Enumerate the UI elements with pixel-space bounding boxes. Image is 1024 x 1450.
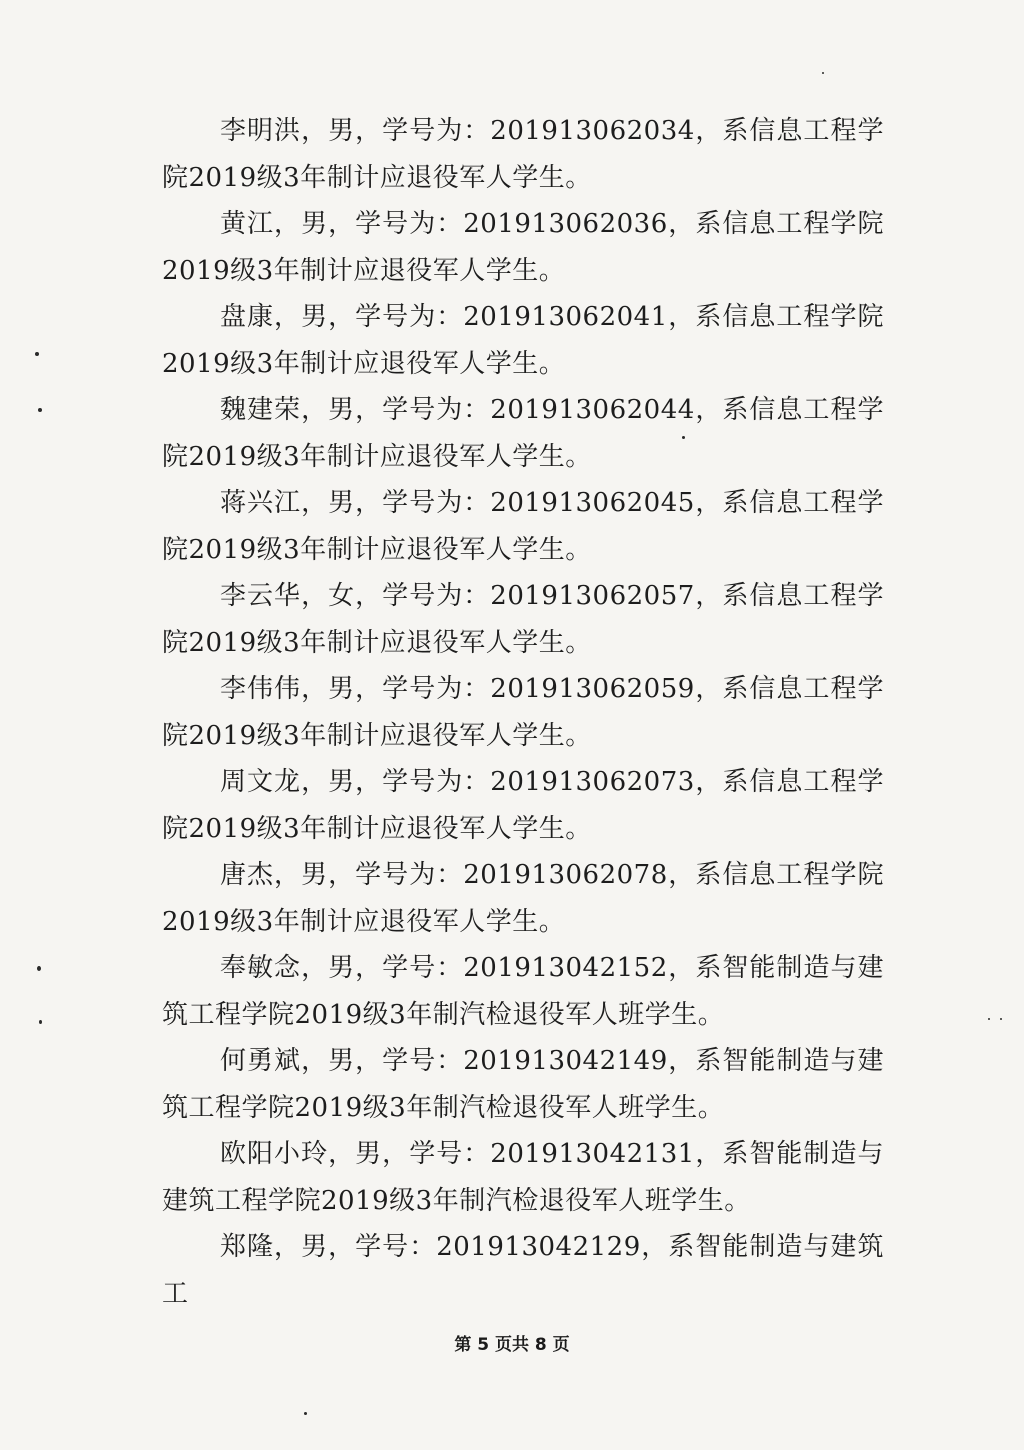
paragraph-5: 蒋兴江，男，学号为：201913062045，系信息工程学院2019级3年制计应退役军人学生。 — [162, 488, 884, 565]
page-footer: 第 5 页共 8 页 — [454, 1335, 570, 1355]
paragraph-1: 李明洪，男，学号为：201913062034，系信息工程学院2019级3年制计应退役军人学生。 — [162, 116, 884, 193]
scan-speck — [35, 352, 39, 356]
scan-speck — [822, 72, 824, 74]
scan-speck — [38, 408, 42, 412]
scan-speck — [988, 1018, 990, 1020]
paragraph-12: 欧阳小玲，男，学号：201913042131，系智能制造与建筑工程学院2019级3年制汽检退役军人班学生。 — [162, 1139, 884, 1216]
paragraph-6: 李云华，女，学号为：201913062057，系信息工程学院2019级3年制计应退役军人学生。 — [162, 581, 884, 658]
scan-speck — [1000, 1018, 1002, 1020]
scan-speck — [682, 436, 685, 439]
paragraph-8: 周文龙，男，学号为：201913062073，系信息工程学院2019级3年制计应退役军人学生。 — [162, 767, 884, 844]
scan-speck — [304, 1412, 307, 1415]
paragraph-10: 奉敏念，男，学号：201913042152，系智能制造与建筑工程学院2019级3年制汽检退役军人班学生。 — [162, 953, 884, 1030]
scan-speck — [37, 966, 41, 971]
scan-speck — [39, 1020, 42, 1024]
paragraph-3: 盘康，男，学号为：201913062041，系信息工程学院2019级3年制计应退役军人学生。 — [162, 302, 884, 379]
paragraph-9: 唐杰，男，学号为：201913062078，系信息工程学院2019级3年制计应退役军人学生。 — [162, 860, 884, 937]
paragraph-4: 魏建荣，男，学号为：201913062044，系信息工程学院2019级3年制计应退役军人学生。 — [162, 395, 884, 472]
paragraph-2: 黄江，男，学号为：201913062036，系信息工程学院2019级3年制计应退役军人学生。 — [162, 209, 884, 286]
paragraph-7: 李伟伟，男，学号为：201913062059，系信息工程学院2019级3年制计应退役军人学生。 — [162, 674, 884, 751]
document-body — [162, 108, 884, 1317]
paragraph-13: 郑隆，男，学号：201913042129，系智能制造与建筑工 — [162, 1232, 884, 1309]
paragraph-11: 何勇斌，男，学号：201913042149，系智能制造与建筑工程学院2019级3年制汽检退役军人班学生。 — [162, 1046, 884, 1123]
